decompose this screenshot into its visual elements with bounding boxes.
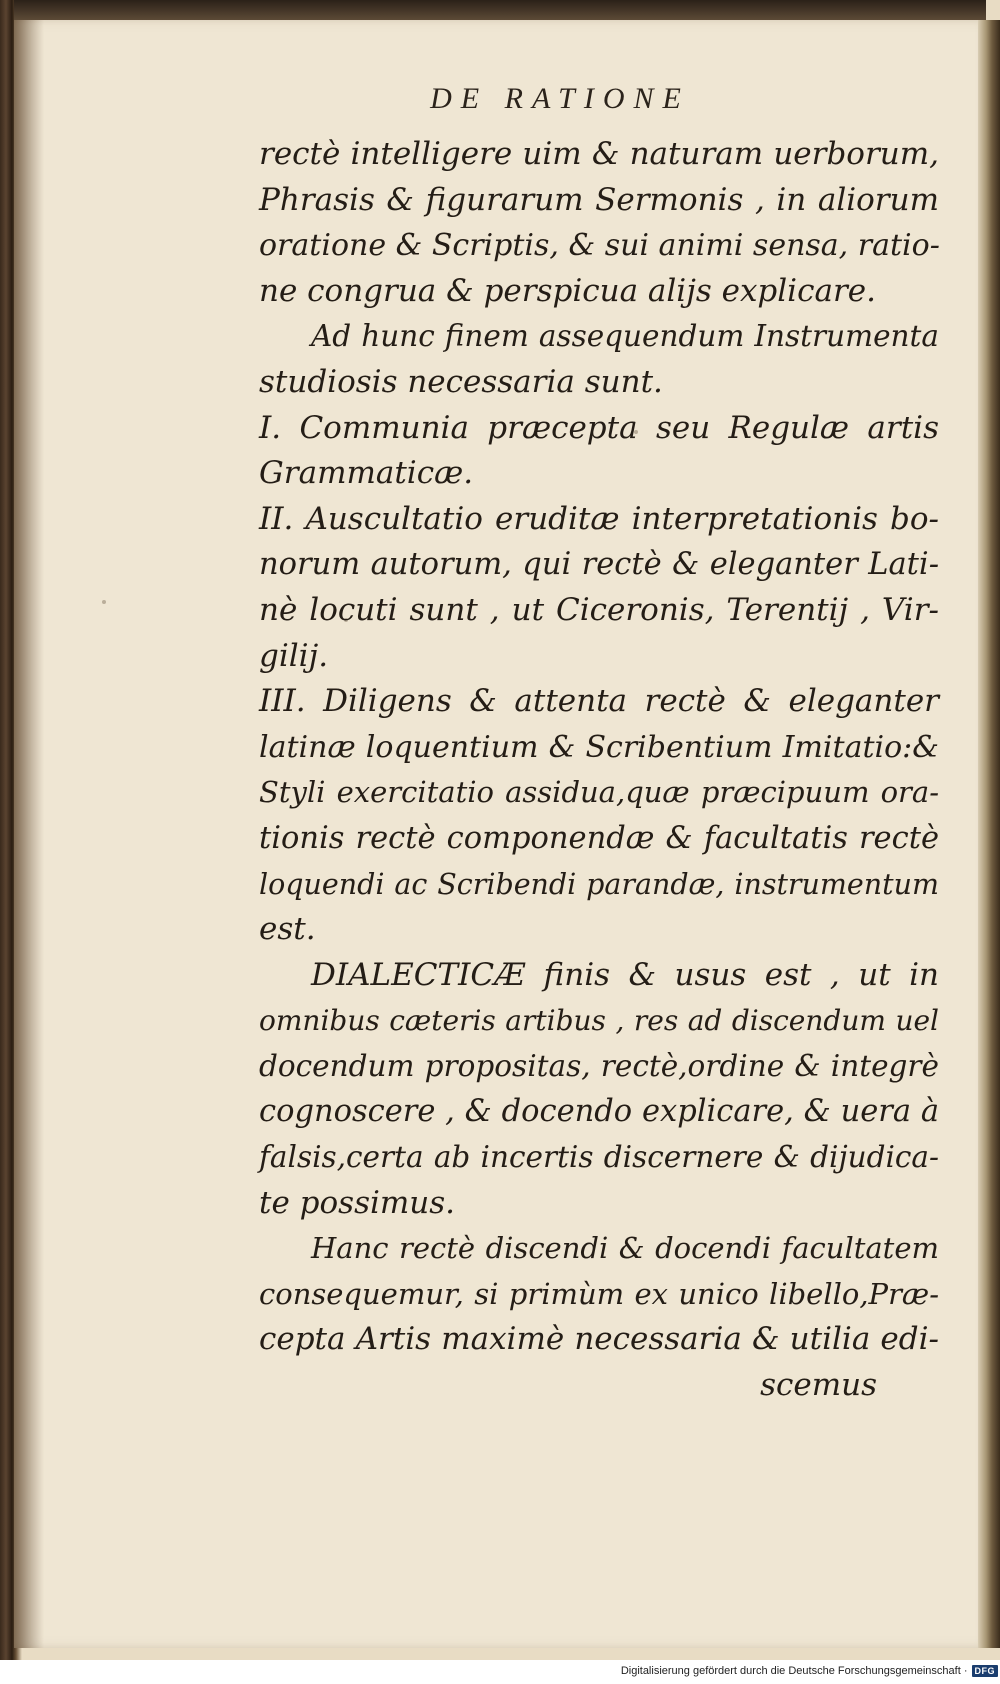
text-line: te possimus.: [259, 1184, 456, 1221]
spine-shadow: [14, 20, 44, 1648]
page-right-edge: [978, 20, 1000, 1648]
digitization-credit: [621, 1665, 1000, 1677]
text-line: cognoscere , & docendo explicare, & uera à: [259, 1094, 939, 1130]
text-line: norum autorum, qui rectè & eleganter Lati-: [259, 547, 939, 583]
book-page: [14, 20, 986, 1648]
text-line: omnibus cæteris artibus , res ad discendum uel: [259, 1004, 939, 1038]
text-line: ne congrua & perspicua alijs explicare.: [259, 272, 876, 309]
text-line: consequemur, si primùm ex unico libello,Præ-: [259, 1276, 939, 1311]
text-line: DIALECTICÆ finis & usus est , ut in: [311, 956, 939, 993]
body-text: [259, 132, 939, 1409]
page-top-edge: [14, 0, 986, 20]
text-line: rectè intelligere uim & naturam uerborum,: [259, 136, 939, 172]
text-line: Grammaticæ.: [259, 455, 474, 492]
text-line: est.: [259, 911, 316, 948]
text-line: I. Communia præcepta seu Regulæ artis: [259, 409, 939, 446]
running-title: DE RATIONE: [430, 82, 690, 115]
text-line: nè locuti sunt , ut Ciceronis, Terentij , Vir-: [259, 591, 939, 628]
text-line: falsis,certa ab incertis discernere & dijudica-: [259, 1140, 939, 1175]
text-line: oratione & Scriptis, & sui animi sensa, ratio-: [259, 228, 940, 264]
text-line: Hanc rectè discendi & docendi facultatem: [311, 1231, 939, 1266]
text-line: cepta Artis maximè necessaria & utilia edi-: [259, 1321, 939, 1358]
catchword: scemus: [760, 1367, 877, 1404]
text-line: studiosis necessaria sunt.: [259, 363, 663, 400]
text-line: Styli exercitatio assidua,quæ præcipuum ora-: [259, 775, 939, 810]
text-line: Phrasis & figurarum Sermonis , in aliorum: [259, 181, 939, 218]
dfg-logo: DFG: [972, 1665, 999, 1677]
text-line: loquendi ac Scribendi parandæ, instrumentum: [259, 867, 939, 901]
text-line: gilij.: [259, 637, 329, 674]
credit-text: Digitalisierung gefördert durch die Deutsche Forschungsgemeinschaft ·: [620, 1665, 968, 1677]
text-line: latinæ loquentium & Scribentium Imitatio:&: [259, 729, 939, 765]
text-line: docendum propositas, rectè,ordine & integrè: [259, 1048, 939, 1083]
text-line: tionis rectè componendæ & facultatis rectè: [259, 820, 939, 856]
paper-spot: [102, 600, 106, 604]
text-line: Ad hunc finem assequendum Instrumenta: [311, 319, 939, 354]
text-line: III. Diligens & attenta rectè & eleganter: [259, 683, 939, 720]
text-line: II. Auscultatio eruditæ interpretationis bo-: [259, 500, 939, 537]
